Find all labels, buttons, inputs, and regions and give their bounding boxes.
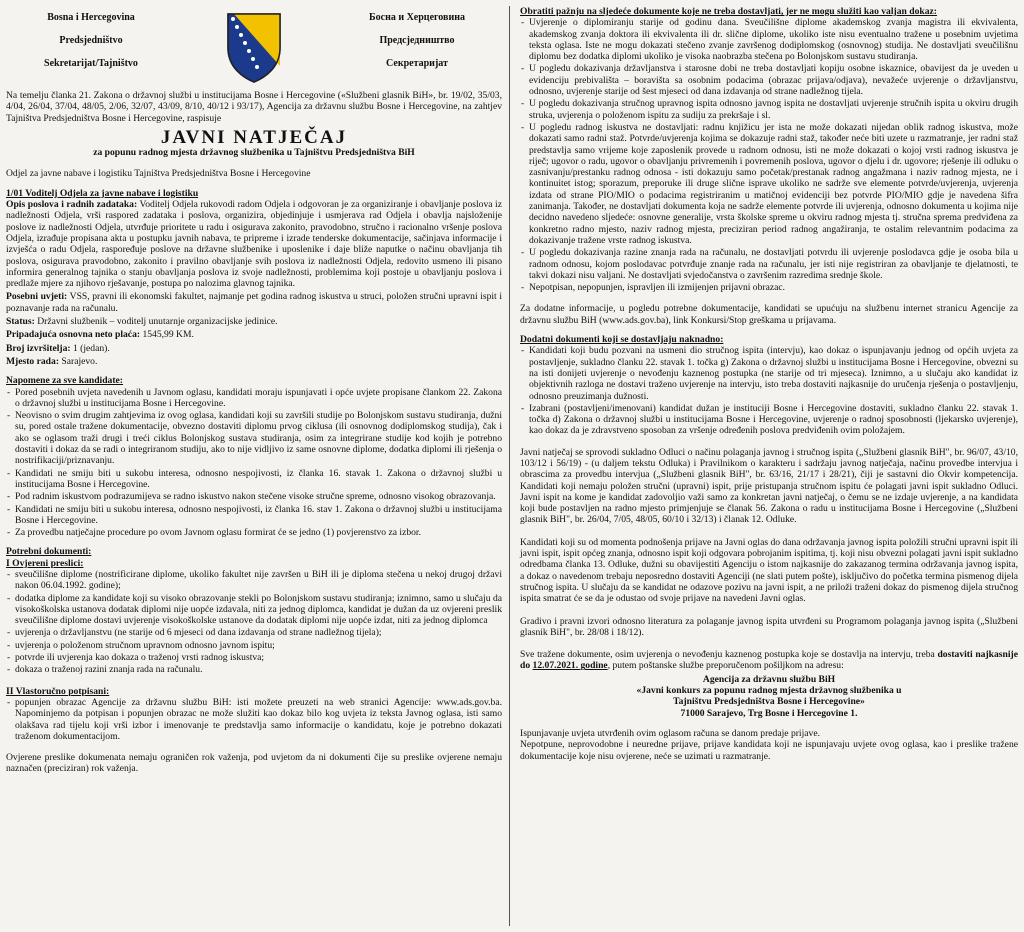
right-column xyxy=(514,6,1018,928)
status-text: Državni službenik – voditelj unutarnje organizacijske jedinice. xyxy=(34,316,278,328)
announcement-subtitle: za popunu radnog mjesta državnog službenika u Tajništvu Predsjedništva BiH xyxy=(93,147,415,159)
place-label: Mjesto rada: xyxy=(6,355,60,367)
department-line: Odjel za javne nabave i logistiku Tajništva Predsjedništva Bosne i Hercegovine xyxy=(6,168,311,180)
salary-text: 1545,99 KM. xyxy=(140,329,194,341)
column-divider xyxy=(509,6,510,926)
deadline-date: 12.07.2021. godine xyxy=(532,660,608,672)
list-item: - potvrde ili uvjerenja kao dokaza o traženoj vrsti radnog iskustva; xyxy=(6,652,502,663)
masthead-left-line: Predsjedništvo xyxy=(59,35,123,46)
list-item: - U pogledu dokazivanja državljanstva i starosne dobi ne treba dostavljati kopiju osobne iskaznice, obavijest da je uveden u evidenciju prebivališta – boravišta sa osobnim podacima (obrazac prijava/odjava), nevažeće uvjerenje o državljanstvu, odnosno, uvjerenje starije od šest mjeseci od dana izdavanja od strane nadležnog tijela. xyxy=(520,63,1018,97)
duties-label: Opis poslova i radnih zadataka: xyxy=(6,199,138,211)
conditions-text: VSS, pravni ili ekonomski fakultet, najmanje pet godina radnog iskustva u struci, položen stručni upravni ispit i poznavanje rada na računalu. xyxy=(6,291,502,314)
masthead-right-line: Босна и Херцеговина xyxy=(369,12,465,23)
list-item: - U pogledu dokazivanja stručnog upravnog ispita odnosno javnog ispita ne dostavljati uvjerenje stručnih ispita u okviru drugih struka, uvjerenja o položenom ispitu za sudiju za prekršaje i sl. xyxy=(520,98,1018,121)
general-notes-section xyxy=(6,375,502,538)
masthead-left-line: Bosna i Hercegovina xyxy=(47,12,135,23)
masthead-right-line: Предсједништво xyxy=(379,35,455,46)
duties-text: Voditelj Odjela rukovodi radom Odjela i odgovoran je za organiziranje i obavljanje poslova iz nadležnosti Odjela, vrši raspored zadataka i poslova, organizira, objedinjuje i usmjerava rad Odjela i obavlja najsloženije poslove iz nadležnosti Odjela, utvrđuje prioritete u radu i osigurava zakonito, pravodobno, stručno i racionalno vršenje poslova Odjela, izrađuje propisana akta u postupku javnih nabava, te pripreme i izrade tenderske dokumentacije, sačinjava informacije i izvješća o radu Odjela, raspoređuje poslove na državne službenike i uposlenike i daje bliže naputke o načinu obavljanja tih poslova, osigurava pravodobno, zakonito i pravilno obavljanje svih poslova iz nadležnosti Odjela, redovito usmeno ili pisano informira generalnog tajnika o stanju obavljanja poslova iz svoje nadležnosti, problemima koji postoje u obavljanju poslova i predlaže mjere za njihovo rješavanje, postupa po nalozima glavnog tajnika. xyxy=(6,199,502,290)
place-text: Sarajevo. xyxy=(59,355,98,367)
count-label: Broj izvršitelja: xyxy=(6,342,71,354)
list-item: - Kandidati koji budu pozvani na usmeni dio stručnog ispita (intervju), kao dokaz o ispunjavanju jednog od općih uvjeta za postavljenje, sukladno članku 22. stavak 1. točka g) Zakona o državnoj službi u institucijama Bosne i Hercegovine, obvezni su na isti donijeti uvjerenje o nevođenju kaznenog postupka (ne starije od tri mjeseca). Iznimno, a u slučaju ako kandidat iz objektivnih razloga ne dostavi traženo uvjerenje na intervju, isto treba dostaviti najkasnije do uručenja rješenja o postavljenju, odnosno preuzimanja dužnosti. xyxy=(520,345,1018,401)
masthead-left-line: Sekretarijat/Tajništvo xyxy=(44,58,138,69)
additional-docs-section xyxy=(520,334,1018,437)
invalid-docs-heading: Obratiti pažnju na sljedeće dokumente koje ne treba dostavljati, jer ne mogu služiti kao valjan dokaz: xyxy=(520,6,937,17)
closing-paragraph: Ispunjavanje uvjeta utvrđenih ovim oglasom računa se danom predaje prijave. Nepotpune, neprovodobne i neuredne prijave, prijave kandidata koji ne ispunjavaju uvjete ovog oglasa, kao i preslike tražene dokumentacije koje nisu ovjerene, neće se uzimati u razmatranje. xyxy=(520,727,1018,762)
signed-docs-heading: II Vlastoručno potpisani: xyxy=(6,685,110,697)
masthead-right-line: Секретаријат xyxy=(386,58,448,69)
salary-label: Pripadajuća osnovna neto plaća: xyxy=(6,329,141,341)
list-item: - uvjerenja o položenom stručnom upravnom odnosno javnom ispitu; xyxy=(6,640,502,651)
invalid-docs-list xyxy=(520,17,1018,293)
deadline-before: Sve tražene dokumente, osim uvjerenja o nevođenju kaznenog postupka koje se dostavlja na intervju, treba xyxy=(520,649,938,661)
position-heading: 1/01 Voditelj Odjela za javne nabave i logistiku xyxy=(6,187,199,199)
general-notes-heading: Napomene za sve kandidate: xyxy=(6,375,123,387)
list-item: - Kandidati ne smiju biti u sukobu interesa, odnosno nespojivosti, iz članka 16. stav 1. Zakona o državnoj službi u institucijama Bosne i Hercegovine. xyxy=(6,504,502,527)
exam-paragraph: Javni natječaj se sprovodi sukladno Odluci o načinu polaganja javnog i stručnog ispita („Službeni glasnik BiH", br. 96/07, 43/10, 103/12 i 56/19) - (u daljem tekstu Odluka) i Pravilnikom o karakteru i sadržaju javnog natječaja, načinu provedbe intervjua i obrascima za provedbu intervjua („Službeni glasnik BiH", br. 63/16, 21/17 i 28/21), čiji je sastavni dio Okvir kompetencija. Kandidati koji nemaju položen stručni (upravni) ispit, prije pristupanja stručnom ispitu će polagati javni ispit sukladno Odluci. Javni ispit na kome je kandidat zadovoljio važi samo za konkretan javni natječaj, o čemu se ne izdaje uvjerenje, a na kandidata koji bude postavljen na radno mjesto primjenjuje se članak 56. Zakona o radu u institucijama Bosne i Hercegovine („Službeni glasnik BiH", br. 26/04, 7/05, 48/05, 60/10 i 32/13) i članak 12. Odluke. xyxy=(520,446,1018,526)
masthead xyxy=(6,6,502,86)
position-section xyxy=(6,188,502,367)
certified-copies-heading: I Ovjereni preslici: xyxy=(6,557,84,569)
status-label: Status: xyxy=(6,316,35,328)
announcement-title: JAVNI NATJEČAJ xyxy=(160,126,348,148)
count-line xyxy=(6,343,502,354)
candidates-paragraph: Kandidati koji su od momenta podnošenja prijave na Javni oglas do dana održavanja javnog ispita položili stručni upravni ispit ili javni ispit, ispit općeg znanja, odnosno ispit koji odgovara pobrojanim ispitima, tj. koji nisu obvezni polagati javni ispit sukladno odredbama članka 13. Odluke, dužni su obavijestiti Agenciju o istom najkasnije do zakazanog termina održavanja javnog ispita, a dokaz o navedenom trebaju neposredno dostaviti Agenciji (ne slati putem pošte), isključivo do početka termina pismenog dijela stručnog ispita. U slučaju da se kandidat ne odazove pozivu na javni ispit, a ne priloži traženi dokaz do pismenog dijela stručnog ispita smatrat će se da je odustao od svoje prijave na navedeni Javni oglas. xyxy=(520,536,1018,605)
info-paragraph: Za dodatne informacije, u pogledu potrebne dokumentacije, kandidati se upućuju na službenu internet stranicu Agencije za državnu službu BiH (www.ads.gov.ba), link Konkursi/Stop greškama u prijavama. xyxy=(520,303,1018,326)
signed-docs-list xyxy=(6,697,502,742)
list-item: - Pod radnim iskustvom podrazumijeva se radno iskustvo nakon stečene visoke stručne spreme, odnosno visokog obrazovanja. xyxy=(6,491,502,502)
masthead-right xyxy=(332,6,502,75)
mailing-address xyxy=(520,674,1018,719)
masthead-left xyxy=(6,6,176,75)
list-item: - Uvjerenje o diplomiranju starije od godinu dana. Sveučilišne diplome akademskog zvanja magistra ili ekvivalenta, akademskog zvanja doktora ili ekvivalenta ili dr. slične diplome, ukoliko iste nisu eventualno tražene u posebnim uvjetima teksta oglasa. Iste ne mogu dokazati stečeno zvanje završenog dodiplomskog (osnovnog) studija. Ne dostavljati sveučilišnu diplomu bez dodatka diplomi ukoliko je visoka naobrazba stečena po Bolonjskom sustavu studiranja. xyxy=(520,17,1018,62)
required-docs-section xyxy=(6,546,502,774)
additional-docs-heading: Dodatni dokumenti koji se dostavljaju naknadno: xyxy=(520,334,724,346)
list-item: - uvjerenja o državljanstvu (ne starije od 6 mjeseci od dana izdavanja od strane nadležnog tijela); xyxy=(6,627,502,638)
status-line xyxy=(6,316,502,327)
additional-docs-list xyxy=(520,345,1018,436)
duties-paragraph xyxy=(6,199,502,289)
list-item: - Izabrani (postavljeni/imenovani) kandidat dužan je instituciji Bosne i Hercegovine dostaviti, sukladno članku 22. stavak 1. točka d) Zakona o državnoj službi u institucijama Bosne i Hercegovine, uvjerenje o radnoj sposobnosti (ljekarsko uvjerenje), kao dokaz da je zdravstveno sposoban za vršenje određenih poslova predviđenih ovim položajem. xyxy=(520,403,1018,437)
conditions-paragraph xyxy=(6,291,502,314)
deadline-after: , putem poštanske službe preporučenom pošiljkom na adresu: xyxy=(607,660,844,672)
address-line: 71000 Sarajevo, Trg Bosne i Hercegovine 1. xyxy=(680,707,858,719)
left-column xyxy=(6,6,506,928)
certified-copies-list xyxy=(6,569,502,676)
conditions-label: Posebni uvjeti: xyxy=(6,291,68,303)
count-text: 1 (jedan). xyxy=(70,342,110,354)
literature-paragraph: Gradivo i pravni izvori odnosno literatura za polaganje javnog ispita utvrđeni su Programom polaganja javnog ispita („Službeni glasnik BiH", br. 28/08 i 18/12). xyxy=(520,615,1018,638)
list-item: - Kandidati ne smiju biti u sukobu interesa, odnosno nespojivosti, iz članka 16. stavak 1. Zakona o državnoj službi u institucijama Bosne i Hercegovine. xyxy=(6,468,502,491)
list-item: - Za provedbu natječajne procedure po ovom Javnom oglasu formirat će se jedno (1) povjerenstvo za izbor. xyxy=(6,527,502,538)
list-item: - U pogledu dokazivanja razine znanja rada na računalu, ne dostavljati potvrdu ili uvjerenje poslodavca gdje je osoba bila u radnom odnosu, kojom poslodavac potvrđuje znanje rada na računalu, jer isti nije registriran za obavljanje te djelatnosti, te takvi dokazi nisu valjani. Ne dostavljati svjedočanstva o završenim razredima srednje škole. xyxy=(520,247,1018,281)
copies-validity-paragraph: Ovjerene preslike dokumenata nemaju ograničen rok važenja, pod uvjetom da ni dokumenti čije su preslike ovjerene nemaju naznačen (preciziran) rok važenja. xyxy=(6,752,502,775)
list-item: - Pored posebnih uvjeta navedenih u Javnom oglasu, kandidati moraju ispunjavati i opće uvjete propisane člankom 22. Zakona o državnoj službi u institucijama Bosne i Hercegovine. xyxy=(6,387,502,410)
list-item: - popunjen obrazac Agencije za državnu službu BiH: isti možete preuzeti na web stranici Agencije: www.ads.gov.ba. Napominjemo da potpisan i popunjen obrazac ne može služiti kao dokaz bilo kog uvjeta iz teksta Javnog oglasa, isti samo olakšava rad tijelu koji vrši izbor i imenovanje te predstavlja samo informacije o kandidatu, koje je potrebno dokazati traženom dokumentacijom. xyxy=(6,697,502,742)
list-item: - dodatka diplome za kandidate koji su visoko obrazovanje stekli po Bolonjskom sustavu studiranja; iznimno, samo u slučaju da visokoškolska ustanova dodatak diplomi nije uopće izdavala, niti za jednog diplomca, kandidat je dužan da uz ovjereni preslik sveučilišne diplome dostavi uvjerenje visokoškolske ustanove da dodatak diplomi nije uopće izdat, niti za jednog diplomca xyxy=(6,593,502,627)
place-line xyxy=(6,356,502,367)
list-item: - Neovisno o svim drugim zahtjevima iz ovog oglasa, kandidati koji su završili studije po Bolonjskom sustavu studiranja, dužni su, pored ostale tražene dokumentacije, obvezno dostaviti diplomu prvog ciklusa (ili osnovnog dodiplomskog studija), čak i ako se oglasom traži drugi i treći ciklus Bolonjskog sustava studiranja, osim za integrirane studije kod kojih je potrebno dostaviti i dokaz da se radi o integriranom studiju, ako to nije vidljivo iz same osnovne diplome, dodatka diplomi ili rješenja o nostrifikaciji/priznavanju. xyxy=(6,410,502,466)
salary-line xyxy=(6,329,502,340)
address-line: Agencija za državnu službu BiH xyxy=(702,673,836,685)
address-line: Tajništvu Predsjedništva Bosne i Hercegovine» xyxy=(673,696,865,708)
list-item: - Nepotpisan, nepopunjen, ispravljen ili izmijenjen prijavni obrazac. xyxy=(520,282,1018,293)
required-docs-heading: Potrebni dokumenti: xyxy=(6,546,92,558)
deadline-paragraph xyxy=(520,649,1018,672)
list-item: - U pogledu radnog iskustva ne dostavljati: radnu knjižicu jer ista ne može dokazati nijedan oblik radnog iskustva, može dokazati samo radni staž. Potvrde/uvjerenja kojima se dokazuje radni staž, također neće biti uzete u razmatranje, jer radni staž predstavlja samo vrijeme koje zaposlenik provede u radnom odnosu, isti ne može dokazati o kojoj vrsti radnog iskustva je riječ; ugovor o radu, ugovor o obavljanju privremenih i povremenih poslova, ugovor o djelu i dr. ugovore; rješenje ili odluku o zasnivanju/prestanku radnog odnosa - isti dokazuju samo početak/prestanak radnog angažmana i naziv radnog mjesta, ne i kontinuitet istog; sporazum, preporuke ili druge slične isprave ukoliko ne sadrže sve elemente potvrde/uvjerenja, uvjerenja izdata od strane PIO/MIO o podacima registriranim u matičnoj evidenciji bez potvrde PIO/MIO gdje je navedena šifra zanimanja. Također, ne dostavljati dokumenta koja ne sadrže elemente potvrde ili uvjerenja, odnosno dokumenta u kojima nije decidno navedeno sljedeće: osnovne generalije, vrsta školske spreme u okviru radnog mjesta tj. stručna sprema predviđena za konkretno radno mjesto, naziv radnog mjesta, preciziran period radnog angažiranja, te ostalim relevantnim podacima za dokazivanje tražene vrste radnog iskustva. xyxy=(520,122,1018,246)
list-item: - dokaza o traženoj razini znanja rada na računalu. xyxy=(6,664,502,675)
deadline-label: dostaviti najkasnije do xyxy=(520,649,1018,672)
address-line: «Javni konkurs za popunu radnog mjesta državnog službenika u xyxy=(636,685,902,697)
intro-paragraph: Na temelju članka 21. Zakona o državnoj službi u institucijama Bosne i Hercegovine («Službeni glasnik BiH», br. 19/02, 35/03, 4/04, 26/04, 37/04, 48/05, 2/06, 32/07, 43/09, 8/10, 40/12 i 93/17), Agencija za državnu službu Bosne i Hercegovine, na zahtjev Tajništva Predsjedništva Bosne i Hercegovine, raspisuje xyxy=(6,90,502,124)
general-notes-list xyxy=(6,387,502,539)
list-item: - sveučilišne diplome (nostrificirane diplome, ukoliko fakultet nije završen u BiH ili je diploma stečena u nekoj drugoj državi nakon 06.04.1992. godine); xyxy=(6,569,502,592)
bih-coat-of-arms-icon xyxy=(224,10,284,84)
